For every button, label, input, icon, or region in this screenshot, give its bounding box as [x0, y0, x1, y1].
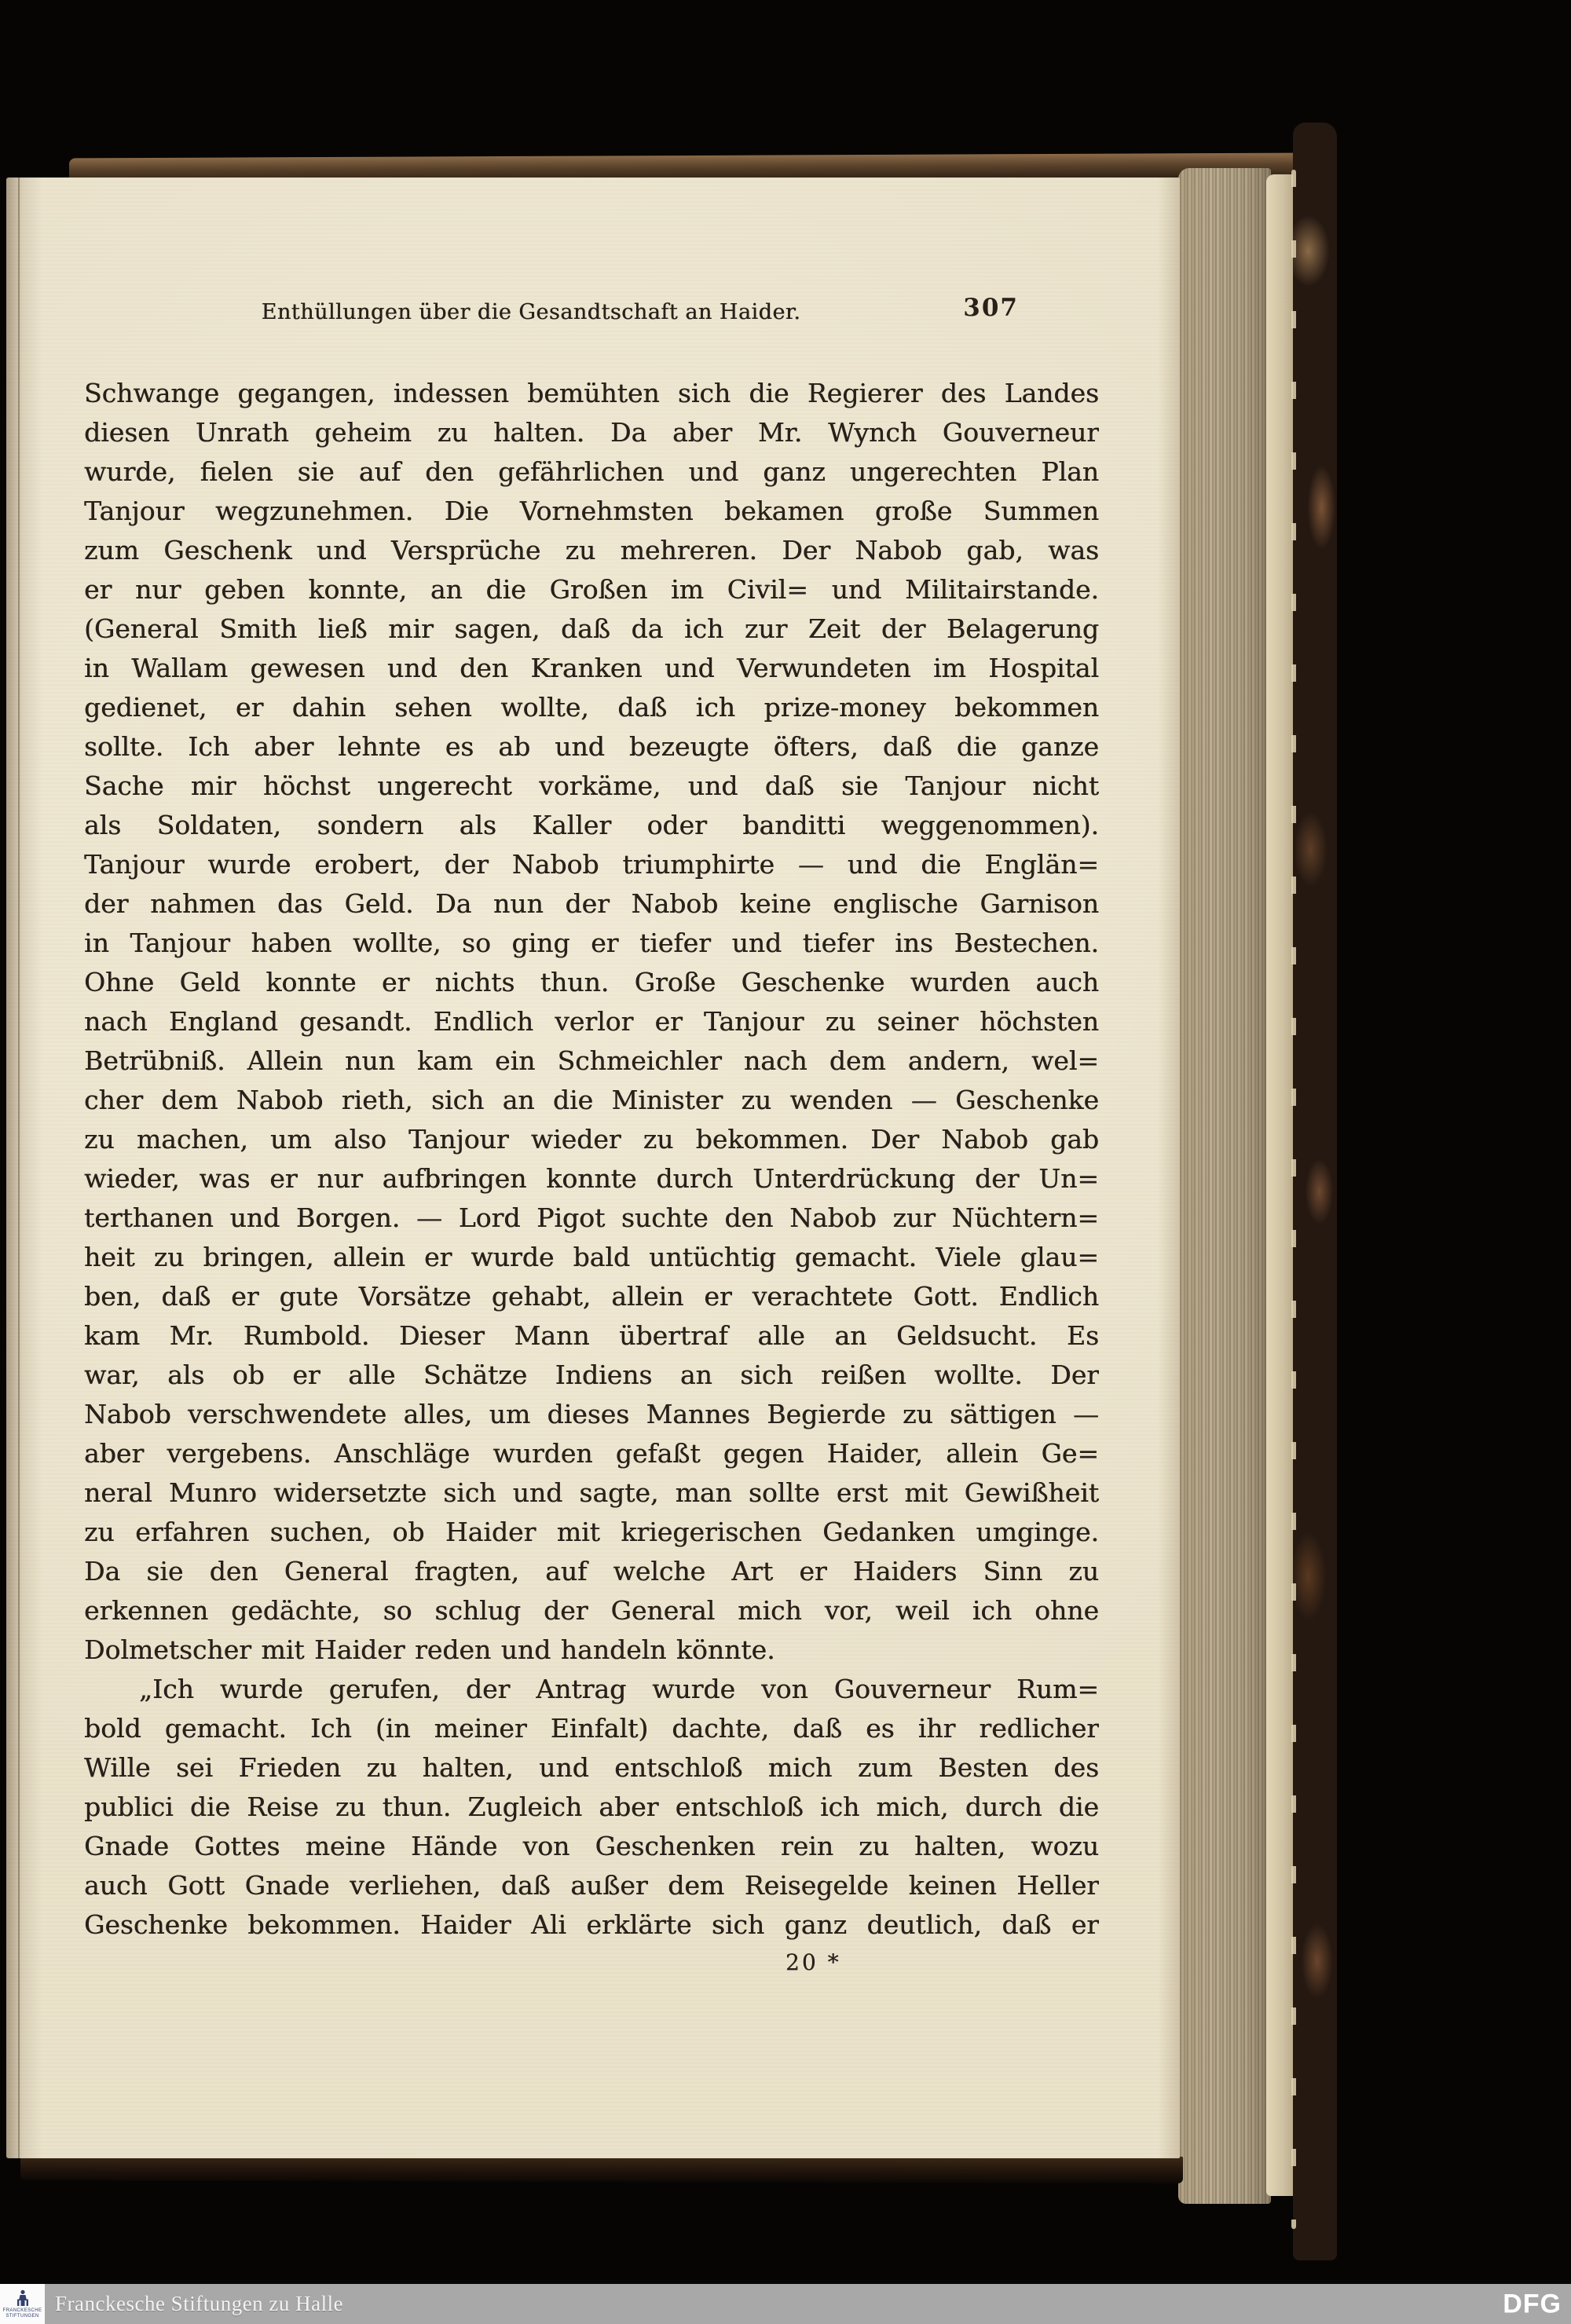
text-line: zu machen, um also Tanjour wieder zu bekommen. Der Nabob gab	[84, 1124, 1099, 1155]
page-body-text	[84, 374, 1099, 1945]
library-logo	[0, 2284, 45, 2324]
text-line: Tanjour wegzunehmen. Die Vornehmsten bekamen große Summen	[84, 496, 1099, 526]
text-line: diesen Unrath geheim zu halten. Da aber Mr. Wynch Gouverneur	[84, 417, 1099, 448]
library-logo-line1: FRANCKESCHE	[2, 2308, 42, 2313]
book-fore-edge-pages	[1178, 168, 1271, 2204]
text-line: Ohne Geld konnte er nichts thun. Große Geschenke wurden auch	[84, 967, 1099, 997]
library-name-label: Franckesche Stiftungen zu Halle	[55, 2291, 344, 2315]
signature-mark: 20 *	[786, 1949, 841, 1975]
text-line: Nabob verschwendete alles, um dieses Mannes Begierde zu sättigen —	[84, 1399, 1099, 1429]
text-line: gedienet, er dahin sehen wollte, daß ich prize-money bekommen	[84, 692, 1099, 723]
text-line: terthanen und Borgen. — Lord Pigot suchte den Nabob zur Nüchtern=	[84, 1202, 1099, 1233]
text-line: cher dem Nabob rieth, sich an die Minister zu wenden — Geschenke	[84, 1085, 1099, 1115]
text-line: Geschenke bekommen. Haider Ali erklärte sich ganz deutlich, daß er	[84, 1909, 1099, 1940]
running-head	[82, 294, 1097, 335]
text-line: in Wallam gewesen und den Kranken und Verwundeten im Hospital	[84, 653, 1099, 683]
text-line: Betrübniß. Allein nun kam ein Schmeichler nach dem andern, wel=	[84, 1045, 1099, 1076]
text-line: zu erfahren suchen, ob Haider mit kriegerischen Gedanken umginge.	[84, 1517, 1099, 1547]
paragraph	[84, 1670, 1099, 1945]
text-line: Da sie den General fragten, auf welche Art er Haiders Sinn zu	[84, 1556, 1099, 1587]
text-line: er nur geben konnte, an die Großen im Civil= und Militairstande.	[84, 574, 1099, 605]
text-line: „Ich wurde gerufen, der Antrag wurde von Gouverneur Rum=	[139, 1674, 1099, 1704]
book-cover-edge	[1293, 123, 1337, 2260]
paragraph	[84, 374, 1099, 1670]
scan-footer-bar	[0, 2284, 1571, 2324]
text-line: Sache mir höchst ungerecht vorkäme, und daß sie Tanjour nicht	[84, 770, 1099, 801]
text-line: als Soldaten, sondern als Kaller oder banditti weggenommen).	[84, 810, 1099, 840]
text-line: aber vergebens. Anschläge wurden gefaßt gegen Haider, allein Ge=	[84, 1438, 1099, 1469]
text-line: Dolmetscher mit Haider reden und handeln könnte.	[84, 1634, 775, 1665]
text-line: heit zu bringen, allein er wurde bald untüchtig gemacht. Viele glau=	[84, 1242, 1099, 1272]
text-line: publici die Reise zu thun. Zugleich aber entschloß ich mich, durch die	[84, 1791, 1099, 1822]
book-page	[6, 178, 1180, 2158]
text-line: war, als ob er alle Schätze Indiens an sich reißen wollte. Der	[84, 1360, 1099, 1390]
text-line: Gnade Gottes meine Hände von Geschenken rein zu halten, wozu	[84, 1831, 1099, 1861]
library-logo-caption	[3, 2308, 42, 2319]
library-logo-line2: STIFTUNGEN	[5, 2313, 39, 2319]
text-line: Tanjour wurde erobert, der Nabob triumphirte — und die Englän=	[84, 849, 1099, 880]
text-line: ben, daß er gute Vorsätze gehabt, allein er verachtete Gott. Endlich	[84, 1281, 1099, 1312]
text-line: (General Smith ließ mir sagen, daß da ich zur Zeit der Belagerung	[84, 613, 1099, 644]
text-line: erkennen gedächte, so schlug der General mich vor, weil ich ohne	[84, 1595, 1099, 1626]
text-line: nach England gesandt. Endlich verlor er Tanjour zu seiner höchsten	[84, 1006, 1099, 1037]
text-line: wurde, fielen sie auf den gefährlichen und ganz ungerechten Plan	[84, 456, 1099, 487]
running-head-title: Enthüllungen über die Gesandtschaft an Haider.	[261, 300, 801, 324]
text-line: kam Mr. Rumbold. Dieser Mann übertraf alle an Geldsucht. Es	[84, 1320, 1099, 1351]
text-line: sollte. Ich aber lehnte es ab und bezeugte öfters, daß die ganze	[84, 731, 1099, 762]
dfg-logo: DFG	[1503, 2289, 1562, 2319]
text-line: wieder, was er nur aufbringen konnte durch Unterdrückung der Un=	[84, 1163, 1099, 1194]
francke-figure-icon	[16, 2289, 29, 2307]
text-line: auch Gott Gnade verliehen, daß außer dem Reisegelde keinen Heller	[84, 1870, 1099, 1901]
page-gutter-fold	[18, 178, 20, 2158]
text-line: der nahmen das Geld. Da nun der Nabob keine englische Garnison	[84, 888, 1099, 919]
text-line: in Tanjour haben wollte, so ging er tiefer und tiefer ins Bestechen.	[84, 928, 1099, 958]
text-line: Schwange gegangen, indessen bemühten sich die Regierer des Landes	[84, 378, 1099, 408]
page-number: 307	[963, 294, 1019, 322]
text-line: bold gemacht. Ich (in meiner Einfalt) dachte, daß es ihr redlicher	[84, 1713, 1099, 1744]
text-line: neral Munro widersetzte sich und sagte, man sollte erst mit Gewißheit	[84, 1477, 1099, 1508]
text-line: zum Geschenk und Versprüche zu mehreren. Der Nabob gab, was	[84, 535, 1099, 565]
text-line: Wille sei Frieden zu halten, und entschloß mich zum Besten des	[84, 1752, 1099, 1783]
